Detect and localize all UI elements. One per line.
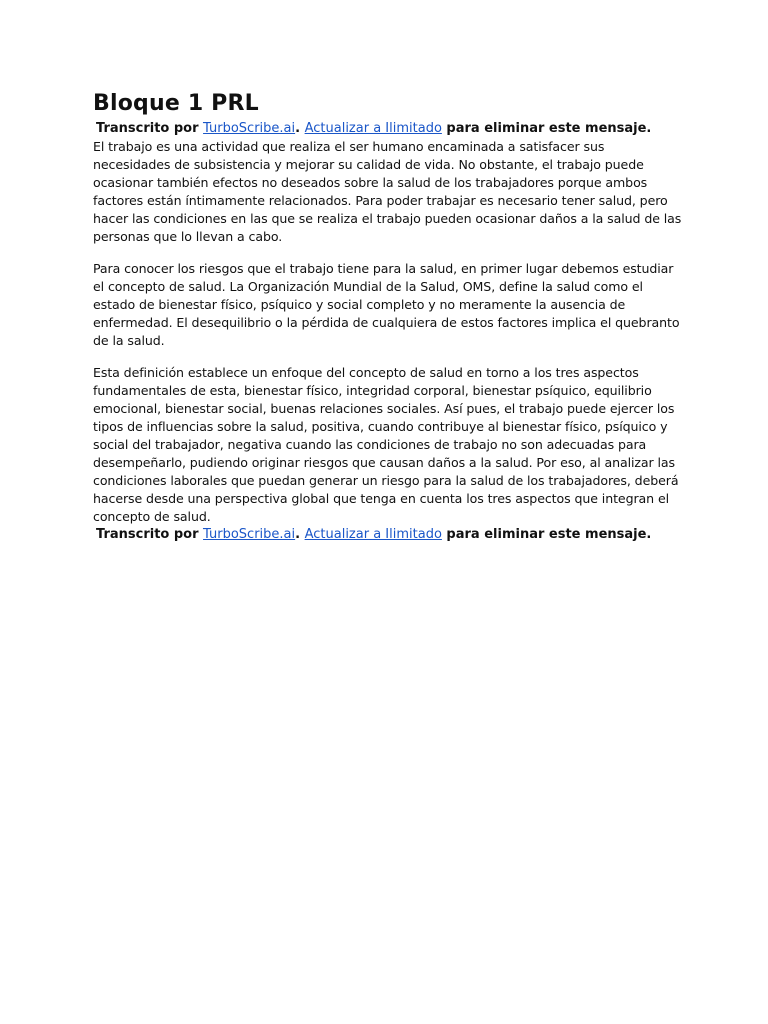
banner-suffix: para eliminar este mensaje. [441, 121, 652, 136]
turboscribe-link[interactable]: TurboScribe.ai [203, 527, 296, 542]
paragraph-1: El trabajo es una actividad que realiza el ser humano encaminada a satisfacer sus necesidades de subsistencia y mejorar su calidad de vida. No obstante, el trabajo puede ocasionar también efectos no deseados sobre la salud de los trabajadores porque ambos factores están íntimamente relacionados. Para poder trabajar es necesario tener salud, pero hacer las condiciones en las que se realiza el trabajo pueden ocasionar daños a la salud de las personas que lo llevan a cabo. [93, 139, 682, 244]
document-page [93, 88, 683, 544]
banner-prefix: Transcrito por [96, 121, 204, 136]
transcription-banner-bottom [93, 526, 683, 544]
banner-prefix: Transcrito por [96, 527, 204, 542]
paragraph-2: Para conocer los riesgos que el trabajo tiene para la salud, en primer lugar debemos estudiar el concepto de salud. La Organización Mundial de la Salud, OMS, define la salud como el estado de bienestar físico, psíquico y social completo y no meramente la ausencia de enfermedad. El desequilibrio o la pérdida de cualquiera de estos factores implica el quebranto de la salud. [93, 261, 680, 348]
banner-separator: . [295, 121, 305, 136]
upgrade-unlimited-link[interactable]: Actualizar a Ilimitado [304, 527, 442, 542]
transcription-banner-top [93, 120, 683, 138]
upgrade-unlimited-link[interactable]: Actualizar a Ilimitado [304, 121, 442, 136]
turboscribe-link[interactable]: TurboScribe.ai [203, 121, 296, 136]
banner-separator: . [295, 527, 305, 542]
document-title: Bloque 1 PRL [93, 91, 259, 116]
banner-suffix: para eliminar este mensaje. [441, 527, 652, 542]
paragraph-3: Esta definición establece un enfoque del concepto de salud en torno a los tres aspectos fundamentales de esta, bienestar físico, integridad corporal, bienestar psíquico, equilibrio emocional, bienestar social, buenas relaciones sociales. Así pues, el trabajo puede ejercer los tipos de influencias sobre la salud, positiva, cuando contribuye al bienestar físico, psíquico y social del trabajador, negativa cuando las condiciones de trabajo no son adecuadas para desempeñarlo, pudiendo originar riesgos que causan daños a la salud. Por eso, al analizar las condiciones laborales que puedan generar un riesgo para la salud de los trabajadores, deberá hacerse desde una perspectiva global que tenga en cuenta los tres aspectos que integran el concepto de salud. [93, 365, 679, 524]
